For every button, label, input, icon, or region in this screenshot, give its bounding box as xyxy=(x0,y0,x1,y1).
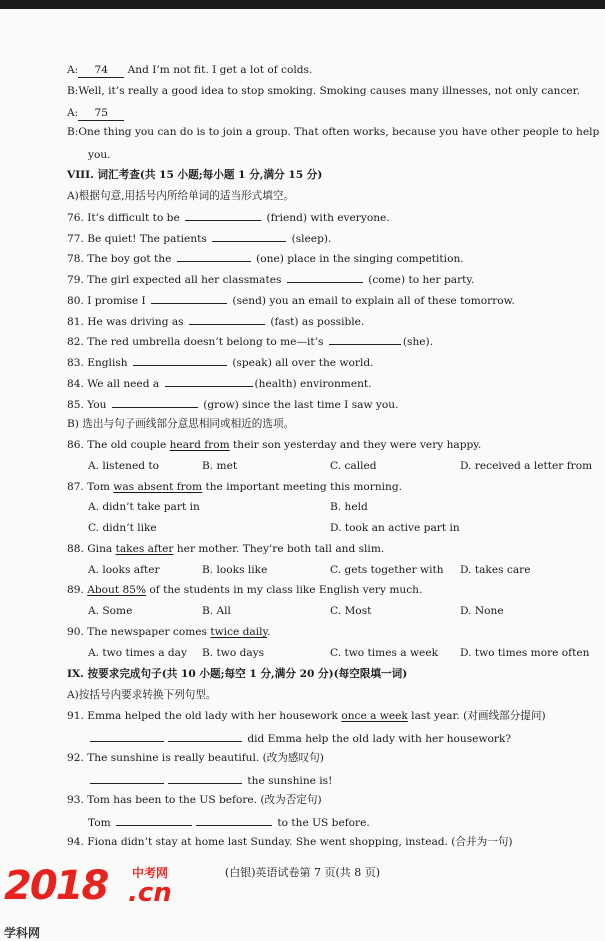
answer-blank: 75 xyxy=(78,106,124,121)
dialogue-line: A: 74 And I’m not fit. I get a lot of colds. xyxy=(67,64,313,76)
question-90: 90. The newspaper comes twice daily. xyxy=(67,626,271,638)
dialogue-line: you. xyxy=(88,149,111,161)
question-86: 86. The old couple heard from their son yesterday and they were very happy. xyxy=(67,439,482,451)
question-78: 78. The boy got the (one) place in the singing competition. xyxy=(67,250,464,266)
page-footer: (白银)英语试卷第 7 页(共 8 页) xyxy=(224,866,381,879)
option: A. didn’t take part in xyxy=(88,501,200,513)
question-77: 77. Be quiet! The patients (sleep). xyxy=(67,230,331,246)
option: D. takes care xyxy=(460,564,531,576)
answer-line-91: did Emma help the old lady with her housework? xyxy=(88,730,511,746)
part-instruction: A)根据句意,用括号内所给单词的适当形式填空。 xyxy=(67,190,295,202)
dialogue-line: A: 75 xyxy=(67,106,124,121)
question-81: 81. He was driving as (fast) as possible. xyxy=(67,313,364,329)
question-91: 91. Emma helped the old lady with her housework once a week last year. (对画线部分提问) xyxy=(67,710,546,722)
option: C. two times a week xyxy=(330,647,439,659)
option: B. held xyxy=(330,501,368,513)
option: C. called xyxy=(330,460,377,472)
question-87: 87. Tom was absent from the important meeting this morning. xyxy=(67,481,403,493)
part-instruction: A)按括号内要求转换下列句型。 xyxy=(67,689,217,701)
answer-blank: 74 xyxy=(78,63,124,78)
answer-line-92: the sunshine is! xyxy=(88,772,332,788)
answer-line-93: Tom to the US before. xyxy=(88,814,370,830)
dialogue-line: B:Well, it’s really a good idea to stop smoking. Smoking causes many illnesses, not only cancer. xyxy=(67,85,580,97)
option: A. two times a day xyxy=(88,647,187,659)
option: A. listened to xyxy=(88,460,160,472)
question-88: 88. Gina takes after her mother. They’re both tall and slim. xyxy=(67,543,385,555)
option: B. met xyxy=(202,460,238,472)
question-93: 93. Tom has been to the US before. (改为否定句) xyxy=(67,794,322,806)
option: B. two days xyxy=(202,647,265,659)
question-94: 94. Fiona didn’t stay at home last Sunday. She went shopping, instead. (合并为一句) xyxy=(67,836,513,848)
question-92: 92. The sunshine is really beautiful. (改为感叹句) xyxy=(67,752,324,764)
option: C. didn’t like xyxy=(88,522,157,534)
option: C. Most xyxy=(330,605,372,617)
logo-net: 中考网 xyxy=(132,866,169,880)
top-border xyxy=(0,0,605,9)
logo-number: 2018 xyxy=(4,863,108,909)
option: D. two times more often xyxy=(460,647,590,659)
question-79: 79. The girl expected all her classmates (come) to her party. xyxy=(67,271,474,287)
question-89: 89. About 85% of the students in my class like English very much. xyxy=(67,584,423,596)
part-instruction: B) 选出与句子画线部分意思相同或相近的选项。 xyxy=(67,418,295,430)
question-76: 76. It’s difficult to be (friend) with everyone. xyxy=(67,209,390,225)
option: A. Some xyxy=(88,605,133,617)
option: C. gets together with xyxy=(330,564,444,576)
question-82: 82. The red umbrella doesn’t belong to me—it’s (she). xyxy=(67,333,433,349)
logo-domain: .cn xyxy=(128,878,172,908)
option: D. received a letter from xyxy=(460,460,593,472)
option: D. took an active part in xyxy=(330,522,460,534)
question-83: 83. English (speak) all over the world. xyxy=(67,354,373,370)
question-80: 80. I promise I (send) you an email to explain all of these tomorrow. xyxy=(67,292,515,308)
section-heading: IX. 按要求完成句子(共 10 小题;每空 1 分,满分 20 分)(每空限填一词) xyxy=(67,668,408,680)
option: B. looks like xyxy=(202,564,268,576)
dialogue-line: B:One thing you can do is to join a group. That often works, because you have other people to help xyxy=(67,126,600,138)
bottom-watermark: 学科网 xyxy=(4,926,41,940)
option: D. None xyxy=(460,605,504,617)
site-logo xyxy=(4,864,204,914)
question-85: 85. You (grow) since the last time I saw you. xyxy=(67,396,398,412)
section-heading: VIII. 词汇考查(共 15 小题;每小题 1 分,满分 15 分) xyxy=(67,169,323,181)
question-84: 84. We all need a (health) environment. xyxy=(67,375,372,391)
option: B. All xyxy=(202,605,231,617)
option: A. looks after xyxy=(88,564,160,576)
